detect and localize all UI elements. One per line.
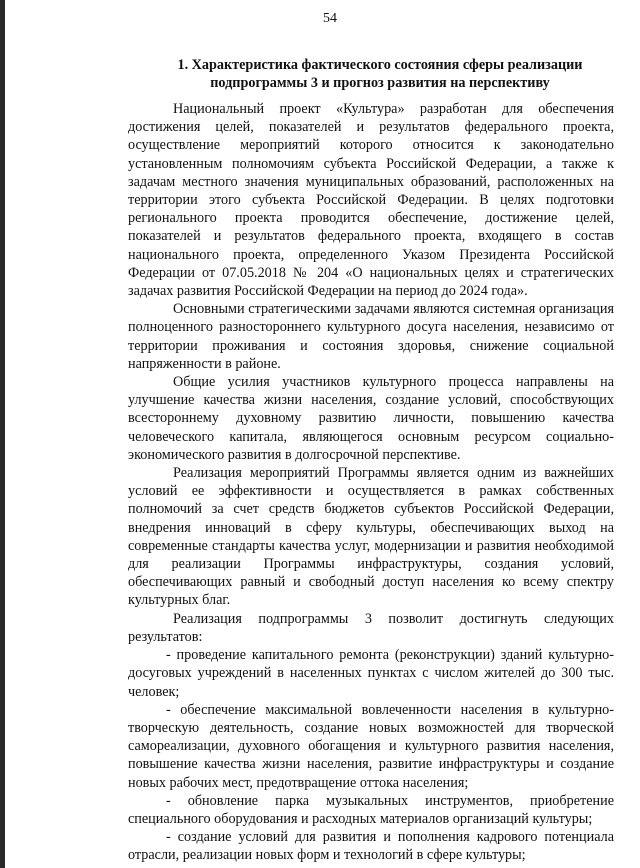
paragraph: Реализация мероприятий Программы является одним из важнейших условий ее эффективности и осуществляется в рамках собственных полномочий за счет средств бюджетов субъектов Российской Федерации, внедрения инноваций в сферу культуры, обеспечивающих выход на современные стандарты качества услуг, модернизации и развития необходимой для реализации Программы инфраструктуры, создания условий, обеспечивающих равный и свободный доступ населения ко всему спектру культурных благ. (128, 465, 614, 609)
paragraph: Основными стратегическими задачами являются системная организация полноценного разностороннего культурного досуга населения, независимо от территории проживания и состояния здоровья, снижение социальной напряженности в районе. (128, 301, 614, 372)
result-item: - обновление парка музыкальных инструментов, приобретение специального оборудования и расходных материалов организаций культуры; (128, 792, 614, 827)
document-body (128, 100, 614, 865)
paragraph: Реализация подпрограммы 3 позволит достигнуть следующих результатов: (128, 610, 614, 645)
result-item: - создание условий для развития и пополнения кадрового потенциала отрасли, реализации новых форм и технологий в сфере культуры; (128, 829, 614, 864)
result-item: - обеспечение максимальной вовлеченности населения в культурно-творческую деятельность, создание новых возможностей для творческой самореализации, духовного обогащения и культурного развития населения, повышение качества жизни населения, развитие инфраструктуры и создание новых рабочих мест, предотвращение оттока населения; (128, 701, 614, 791)
section-title-line-2: подпрограммы 3 и прогноз развития на перспективу (210, 75, 550, 91)
section-title (150, 56, 610, 92)
result-item: - проведение капитального ремонта (реконструкции) зданий культурно-досуговых учреждений в населенных пунктах с числом жителей до 300 тыс. человек; (128, 647, 614, 700)
section-title-line-1: 1. Характеристика фактического состояния сферы реализации (177, 57, 583, 73)
page-number: 54 (323, 11, 337, 26)
paragraph: Общие усилия участников культурного процесса направлены на улучшение качества жизни населения, создание условий, способствующих всестороннему духовному развитию личности, повышению качества человеческого капитала, являющегося основным ресурсом социально-экономического развития в долгосрочной перспективе. (128, 374, 614, 463)
scan-edge (0, 0, 5, 868)
paragraph: Национальный проект «Культура» разработан для обеспечения достижения целей, показателей и результатов федерального проекта, осуществление мероприятий которого относится к законодательно установленным полномочиям субъекта Российской Федерации, а также к задачам местного значения муниципальных образований, расположенных на территории этого субъекта Российской Федерации. В целях подготовки регионального проекта проводится обеспечение, достижение целей, показателей и результатов федерального проекта, входящего в состав национального проекта, определенного Указом Президента Российской Федерации от 07.05.2018 № 204 «О национальных целях и стратегических задачах развития Российской Федерации на период до 2024 года». (128, 101, 614, 300)
